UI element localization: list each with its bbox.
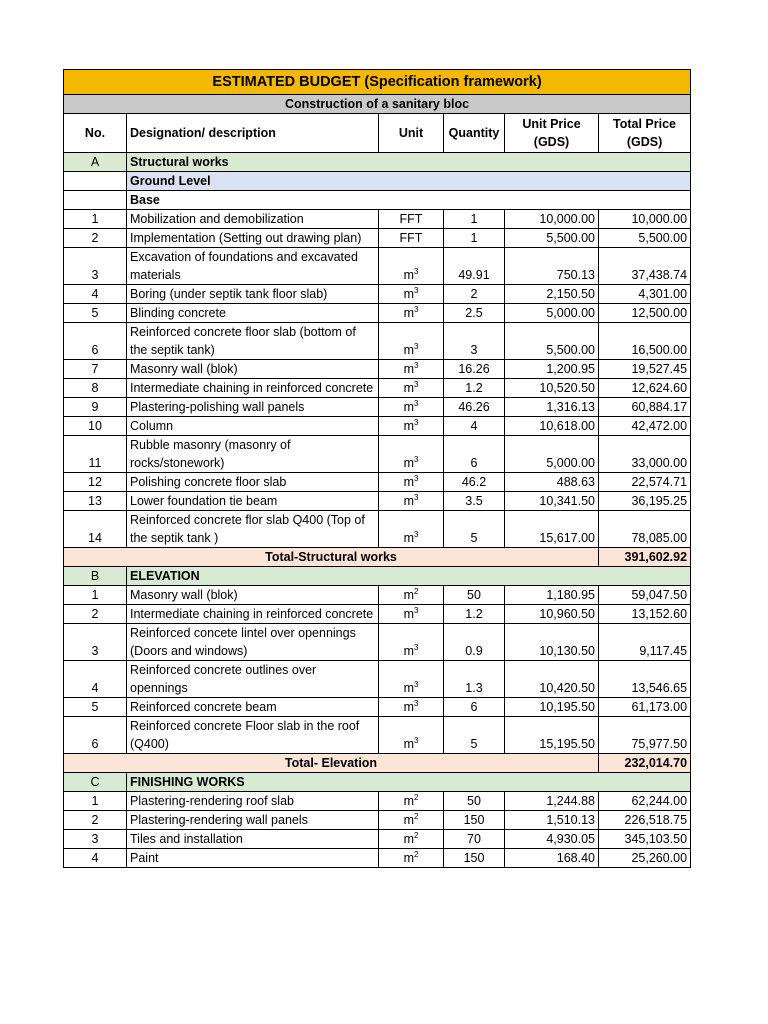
table-row (64, 661, 691, 698)
row-unit: $m^3$ (379, 285, 444, 304)
row-description: Plastering-rendering wall panels (127, 811, 379, 830)
row-quantity: 150 (444, 811, 505, 830)
table-row (64, 379, 691, 398)
row-quantity: 5 (444, 717, 505, 754)
table-row (64, 229, 691, 248)
level-blank (64, 172, 127, 191)
row-quantity: 1.2 (444, 379, 505, 398)
row-quantity: 5 (444, 511, 505, 548)
row-unit-price: 10,618.00 (505, 417, 599, 436)
row-no: 14 (64, 511, 127, 548)
row-no: 2 (64, 605, 127, 624)
group-blank (64, 191, 127, 210)
unit-exponent: 2 (413, 830, 419, 840)
row-no: 3 (64, 248, 127, 285)
row-unit-price: 2,150.50 (505, 285, 599, 304)
row-unit: $m^3$ (379, 323, 444, 360)
row-quantity: 1.2 (444, 605, 505, 624)
row-unit: $m^3$ (379, 304, 444, 323)
row-unit-price: 1,200.95 (505, 360, 599, 379)
row-total-price: 33,000.00 (599, 436, 691, 473)
row-total-price: 9,117.45 (599, 624, 691, 661)
row-total-price: 19,527.45 (599, 360, 691, 379)
row-description: Reinforced concrete outlines over opennings (127, 661, 379, 698)
row-unit-price: 5,500.00 (505, 323, 599, 360)
row-description: Reinforced concrete Floor slab in the roof (Q400) (127, 717, 379, 754)
row-total-price: 5,500.00 (599, 229, 691, 248)
row-unit-price: 1,316.13 (505, 398, 599, 417)
header-unit-price: Unit Price (GDS) (505, 114, 599, 153)
row-unit: $m^3$ (379, 492, 444, 511)
row-unit-price: 4,930.05 (505, 830, 599, 849)
row-unit-price: 10,195.50 (505, 698, 599, 717)
unit-exponent: 3 (413, 473, 419, 483)
row-description: Tiles and installation (127, 830, 379, 849)
row-unit-price: 10,130.50 (505, 624, 599, 661)
row-unit-price: 10,341.50 (505, 492, 599, 511)
row-total-price: 62,244.00 (599, 792, 691, 811)
row-no: 4 (64, 661, 127, 698)
row-total-price: 42,472.00 (599, 417, 691, 436)
row-unit: $m^3$ (379, 398, 444, 417)
row-description: Intermediate chaining in reinforced concrete (127, 379, 379, 398)
unit-exponent: 2 (413, 792, 419, 802)
table-row (64, 605, 691, 624)
row-no: 8 (64, 379, 127, 398)
row-quantity: 1 (444, 210, 505, 229)
section-code: C (64, 773, 127, 792)
row-description: Boring (under septik tank floor slab) (127, 285, 379, 304)
table-row (64, 811, 691, 830)
unit-exponent: 2 (413, 586, 419, 596)
table-row (64, 511, 691, 548)
row-description: Lower foundation tie beam (127, 492, 379, 511)
unit-exponent: 3 (413, 605, 419, 615)
row-unit-price: 5,000.00 (505, 304, 599, 323)
section-total-label: Total-Structural works (64, 548, 599, 567)
budget-table (63, 69, 691, 868)
row-unit-price: 1,180.95 (505, 586, 599, 605)
row-no: 2 (64, 811, 127, 830)
row-quantity: 2.5 (444, 304, 505, 323)
row-description: Mobilization and demobilization (127, 210, 379, 229)
row-no: 13 (64, 492, 127, 511)
row-unit: $m^3$ (379, 248, 444, 285)
header-unit: Unit (379, 114, 444, 153)
row-unit-price: 15,617.00 (505, 511, 599, 548)
unit-exponent: 3 (413, 341, 419, 351)
row-total-price: 60,884.17 (599, 398, 691, 417)
header-designation: Designation/ description (127, 114, 379, 153)
row-quantity: 3 (444, 323, 505, 360)
row-quantity: 46.26 (444, 398, 505, 417)
section-total-row (64, 754, 691, 773)
unit-exponent: 2 (413, 849, 419, 859)
unit-exponent: 3 (413, 360, 419, 370)
row-unit-price: 15,195.50 (505, 717, 599, 754)
row-description: Rubble masonry (masonry of rocks/stonework) (127, 436, 379, 473)
row-description: Reinforced concrete floor slab (bottom of the septik tank) (127, 323, 379, 360)
row-total-price: 78,085.00 (599, 511, 691, 548)
row-total-price: 36,195.25 (599, 492, 691, 511)
row-quantity: 70 (444, 830, 505, 849)
row-unit: $m^3$ (379, 379, 444, 398)
table-row (64, 323, 691, 360)
row-description: Masonry wall (blok) (127, 360, 379, 379)
row-unit-price: 1,244.88 (505, 792, 599, 811)
row-no: 12 (64, 473, 127, 492)
row-no: 4 (64, 849, 127, 868)
group-row (64, 191, 691, 210)
section-name: FINISHING WORKS (127, 773, 691, 792)
row-no: 11 (64, 436, 127, 473)
row-unit: $m^3$ (379, 417, 444, 436)
table-row (64, 304, 691, 323)
section-header-row (64, 153, 691, 172)
row-unit: $m^3$ (379, 605, 444, 624)
section-total-label: Total- Elevation (64, 754, 599, 773)
row-unit: $m^2$ (379, 811, 444, 830)
row-description: Implementation (Setting out drawing plan) (127, 229, 379, 248)
row-unit-price: 750.13 (505, 248, 599, 285)
table-row (64, 830, 691, 849)
row-quantity: 6 (444, 436, 505, 473)
row-quantity: 6 (444, 698, 505, 717)
level-row (64, 172, 691, 191)
row-unit: $m^2$ (379, 830, 444, 849)
row-no: 5 (64, 698, 127, 717)
section-total-value: 391,602.92 (599, 548, 691, 567)
header-quantity: Quantity (444, 114, 505, 153)
row-unit-price: 1,510.13 (505, 811, 599, 830)
page-subtitle: Construction of a sanitary bloc (64, 95, 691, 114)
row-total-price: 13,546.65 (599, 661, 691, 698)
unit-exponent: 3 (413, 379, 419, 389)
row-unit: FFT (379, 210, 444, 229)
row-unit-price: 10,520.50 (505, 379, 599, 398)
row-unit: $m^3$ (379, 717, 444, 754)
table-row (64, 436, 691, 473)
table-row (64, 473, 691, 492)
unit-exponent: 3 (413, 304, 419, 314)
row-total-price: 75,977.50 (599, 717, 691, 754)
row-quantity: 0.9 (444, 624, 505, 661)
row-no: 3 (64, 830, 127, 849)
row-unit: $m^3$ (379, 624, 444, 661)
row-unit: $m^2$ (379, 849, 444, 868)
group-name: Base (127, 191, 691, 210)
section-code: A (64, 153, 127, 172)
row-no: 1 (64, 792, 127, 811)
row-no: 1 (64, 586, 127, 605)
unit-exponent: 2 (413, 811, 419, 821)
row-description: Masonry wall (blok) (127, 586, 379, 605)
unit-exponent: 3 (413, 679, 419, 689)
row-no: 5 (64, 304, 127, 323)
table-row (64, 398, 691, 417)
row-unit-price: 488.63 (505, 473, 599, 492)
row-description: Plastering-polishing wall panels (127, 398, 379, 417)
section-header-row (64, 773, 691, 792)
title-row (64, 70, 691, 95)
row-total-price: 13,152.60 (599, 605, 691, 624)
row-total-price: 345,103.50 (599, 830, 691, 849)
row-quantity: 150 (444, 849, 505, 868)
row-no: 2 (64, 229, 127, 248)
section-total-value: 232,014.70 (599, 754, 691, 773)
row-description: Polishing concrete floor slab (127, 473, 379, 492)
unit-exponent: 3 (413, 698, 419, 708)
subtitle-row (64, 95, 691, 114)
section-code: B (64, 567, 127, 586)
unit-exponent: 3 (413, 492, 419, 502)
row-unit-price: 5,500.00 (505, 229, 599, 248)
row-total-price: 22,574.71 (599, 473, 691, 492)
unit-exponent: 3 (413, 266, 419, 276)
row-unit-price: 168.40 (505, 849, 599, 868)
row-unit: $m^3$ (379, 436, 444, 473)
row-description: Blinding concrete (127, 304, 379, 323)
row-no: 4 (64, 285, 127, 304)
row-quantity: 16.26 (444, 360, 505, 379)
row-unit: $m^3$ (379, 473, 444, 492)
row-no: 9 (64, 398, 127, 417)
row-quantity: 2 (444, 285, 505, 304)
table-row (64, 210, 691, 229)
header-total-price: Total Price (GDS) (599, 114, 691, 153)
table-row (64, 492, 691, 511)
row-total-price: 37,438.74 (599, 248, 691, 285)
row-unit: $m^3$ (379, 698, 444, 717)
row-unit: $m^2$ (379, 792, 444, 811)
unit-exponent: 3 (413, 417, 419, 427)
row-no: 10 (64, 417, 127, 436)
row-description: Reinforced concrete flor slab Q400 (Top of the septik tank ) (127, 511, 379, 548)
row-total-price: 61,173.00 (599, 698, 691, 717)
row-no: 6 (64, 717, 127, 754)
row-unit-price: 5,000.00 (505, 436, 599, 473)
row-quantity: 3.5 (444, 492, 505, 511)
section-total-row (64, 548, 691, 567)
unit-exponent: 3 (413, 735, 419, 745)
row-total-price: 10,000.00 (599, 210, 691, 229)
unit-exponent: 3 (413, 398, 419, 408)
row-quantity: 1.3 (444, 661, 505, 698)
row-no: 6 (64, 323, 127, 360)
table-row (64, 698, 691, 717)
row-quantity: 1 (444, 229, 505, 248)
row-unit: $m^3$ (379, 661, 444, 698)
row-description: Reinforced concrete beam (127, 698, 379, 717)
unit-exponent: 3 (413, 454, 419, 464)
row-description: Plastering-rendering roof slab (127, 792, 379, 811)
section-header-row (64, 567, 691, 586)
row-unit-price: 10,420.50 (505, 661, 599, 698)
row-no: 3 (64, 624, 127, 661)
row-unit: $m^3$ (379, 360, 444, 379)
unit-exponent: 3 (413, 285, 419, 295)
row-description: Intermediate chaining in reinforced concrete (127, 605, 379, 624)
row-unit: FFT (379, 229, 444, 248)
header-row (64, 114, 691, 153)
row-total-price: 4,301.00 (599, 285, 691, 304)
row-total-price: 25,260.00 (599, 849, 691, 868)
row-no: 1 (64, 210, 127, 229)
row-unit: $m^2$ (379, 586, 444, 605)
section-name: Structural works (127, 153, 691, 172)
table-row (64, 586, 691, 605)
row-total-price: 226,518.75 (599, 811, 691, 830)
unit-exponent: 3 (413, 529, 419, 539)
page-title: ESTIMATED BUDGET (Specification framework) (64, 70, 691, 95)
row-quantity: 50 (444, 792, 505, 811)
row-total-price: 12,624.60 (599, 379, 691, 398)
row-quantity: 49.91 (444, 248, 505, 285)
row-unit-price: 10,960.50 (505, 605, 599, 624)
table-row (64, 285, 691, 304)
header-no: No. (64, 114, 127, 153)
row-unit: $m^3$ (379, 511, 444, 548)
row-description: Reinforced concete lintel over opennings (Doors and windows) (127, 624, 379, 661)
table-row (64, 417, 691, 436)
level-name: Ground Level (127, 172, 691, 191)
section-name: ELEVATION (127, 567, 691, 586)
table-row (64, 717, 691, 754)
row-description: Paint (127, 849, 379, 868)
unit-exponent: 3 (413, 642, 419, 652)
row-quantity: 46.2 (444, 473, 505, 492)
row-unit-price: 10,000.00 (505, 210, 599, 229)
row-total-price: 59,047.50 (599, 586, 691, 605)
row-description: Excavation of foundations and excavated materials (127, 248, 379, 285)
row-quantity: 4 (444, 417, 505, 436)
row-total-price: 16,500.00 (599, 323, 691, 360)
table-row (64, 849, 691, 868)
table-row (64, 792, 691, 811)
table-row (64, 624, 691, 661)
row-no: 7 (64, 360, 127, 379)
table-row (64, 360, 691, 379)
row-description: Column (127, 417, 379, 436)
row-quantity: 50 (444, 586, 505, 605)
table-row (64, 248, 691, 285)
row-total-price: 12,500.00 (599, 304, 691, 323)
